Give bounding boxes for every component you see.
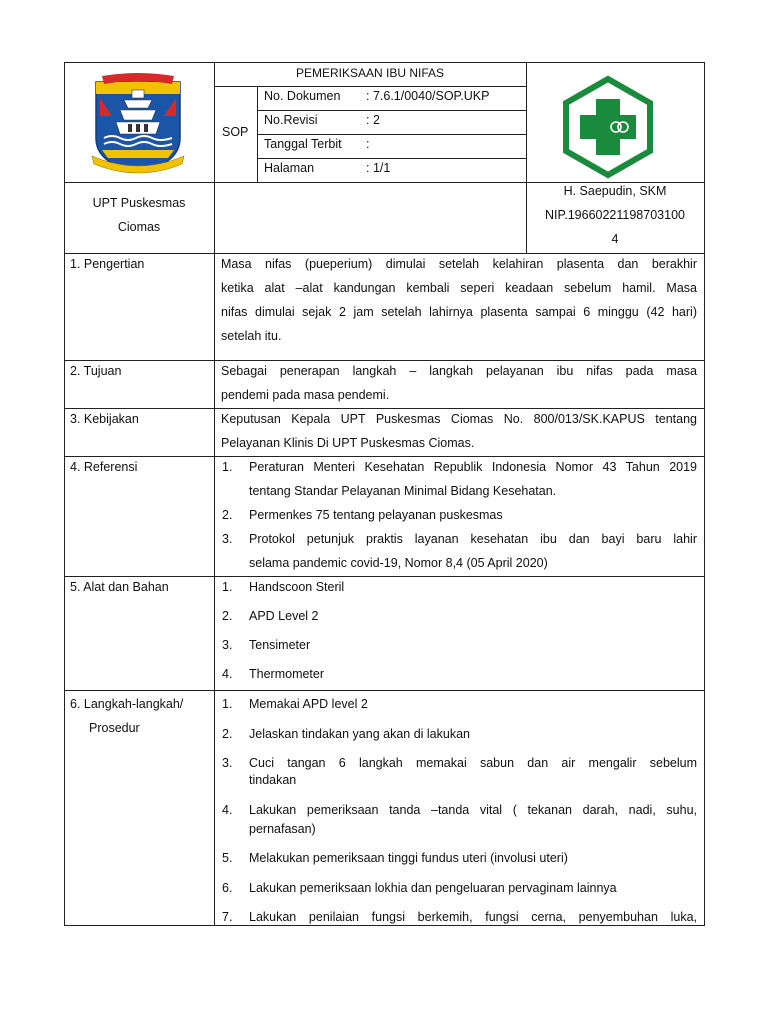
langkah-item-text: Melakukan pemeriksaan tinggi fundus uteri (involusi uteri) [249,851,568,865]
referensi-item-number: 2. [222,508,233,522]
field-value-no-revisi: : 2 [366,113,380,127]
kebijakan-line: Keputusan Kepala UPT Puskesmas Ciomas No. 800/013/SK.KAPUS tentang [221,412,697,426]
section-label-langkah: 6. Langkah-langkah/ [70,697,184,711]
langkah-item-text: Cuci tangan 6 langkah memakai sabun dan air mengalir sebelum [249,756,697,770]
alat-item-number: 2. [222,609,233,623]
langkah-item-number: 1. [222,697,233,711]
referensi-item-number: 1. [222,460,233,474]
section-label-prosedur: Prosedur [89,721,140,735]
field-label-no-dokumen: No. Dokumen [264,89,341,103]
field-value-no-dokumen: : 7.6.1/0040/SOP.UKP [366,89,490,103]
signer-nip: NIP.19660221198703100 [545,208,685,222]
referensi-item-number: 3. [222,532,233,546]
alat-item-number: 1. [222,580,233,594]
sop-label: SOP [222,125,249,139]
langkah-item-text: Lakukan pemeriksaan tanda –tanda vital ( tekanan darah, nadi, suhu, [249,803,697,817]
alat-item-text: APD Level 2 [249,609,319,623]
puskesmas-logo [556,75,660,179]
signer-name: H. Saepudin, SKM [563,184,667,198]
alat-item-text: Thermometer [249,667,325,681]
langkah-item-number: 3. [222,756,233,770]
langkah-item-number: 6. [222,881,233,895]
referensi-item-text: selama pandemic covid-19, Nomor 8,4 (05 April 2020) [249,556,548,570]
pengertian-line: ketika alat –alat kandungan kembali seperi keadaan sebelum hamil. Masa [221,281,697,295]
field-label-no-revisi: No.Revisi [264,113,318,127]
alat-item-text: Tensimeter [249,638,311,652]
referensi-item-text: Protokol petunjuk praktis layanan kesehatan ibu dan bayi baru lahir [249,532,697,546]
signer-nip-continued: 4 [611,232,619,246]
referensi-item-text: tentang Standar Pelayanan Minimal Bidang Kesehatan. [249,484,557,498]
langkah-item-number: 5. [222,851,233,865]
alat-item-number: 3. [222,638,233,652]
langkah-item-text: Jelaskan tindakan yang akan di lakukan [249,727,470,741]
document-title: PEMERIKSAAN IBU NIFAS [295,66,445,80]
pengertian-line: setelah itu. [221,329,282,343]
kebijakan-line: Pelayanan Klinis Di UPT Puskesmas Ciomas. [221,436,475,450]
regency-logo [88,72,188,176]
referensi-item-text: Peraturan Menteri Kesehatan Republik Indonesia Nomor 43 Tahun 2019 [249,460,697,474]
langkah-item-number: 2. [222,727,233,741]
langkah-item-text: Lakukan pemeriksaan lokhia dan pengeluaran pervaginam lainnya [249,881,617,895]
langkah-item-number: 7. [222,910,233,924]
alat-item-number: 4. [222,667,233,681]
section-label-kebijakan: 3. Kebijakan [70,412,139,426]
alat-item-text: Handscoon Steril [249,580,345,594]
section-label-tujuan: 2. Tujuan [70,364,122,378]
langkah-item-text: pernafasan) [249,822,316,836]
unit-name-line1: UPT Puskesmas [92,196,186,210]
field-value-tanggal-terbit: : [366,137,370,151]
field-label-halaman: Halaman [264,161,315,175]
section-label-pengertian: 1. Pengertian [70,257,145,271]
tujuan-line: Sebagai penerapan langkah – langkah pelayanan ibu nifas pada masa [221,364,697,378]
langkah-item-text: tindakan [249,773,297,787]
pengertian-line: nifas dimulai sejak 2 jam setelah lahirnya plasenta sampai 6 minggu (42 hari) [221,305,697,319]
field-label-tanggal-terbit: Tanggal Terbit [264,137,342,151]
section-label-referensi: 4. Referensi [70,460,138,474]
unit-name-line2: Ciomas [117,220,161,234]
tujuan-line: pendemi pada masa pendemi. [221,388,390,402]
pengertian-line: Masa nifas (pueperium) dimulai setelah kelahiran plasenta dan berakhir [221,257,697,271]
langkah-item-text: Memakai APD level 2 [249,697,368,711]
section-label-alat-bahan: 5. Alat dan Bahan [70,580,169,594]
referensi-item-text: Permenkes 75 tentang pelayanan puskesmas [249,508,503,522]
langkah-item-number: 4. [222,803,233,817]
langkah-item-text: Lakukan penilaian fungsi berkemih, fungsi cerna, penyembuhan luka, [249,910,697,924]
field-value-halaman: : 1/1 [366,161,391,175]
